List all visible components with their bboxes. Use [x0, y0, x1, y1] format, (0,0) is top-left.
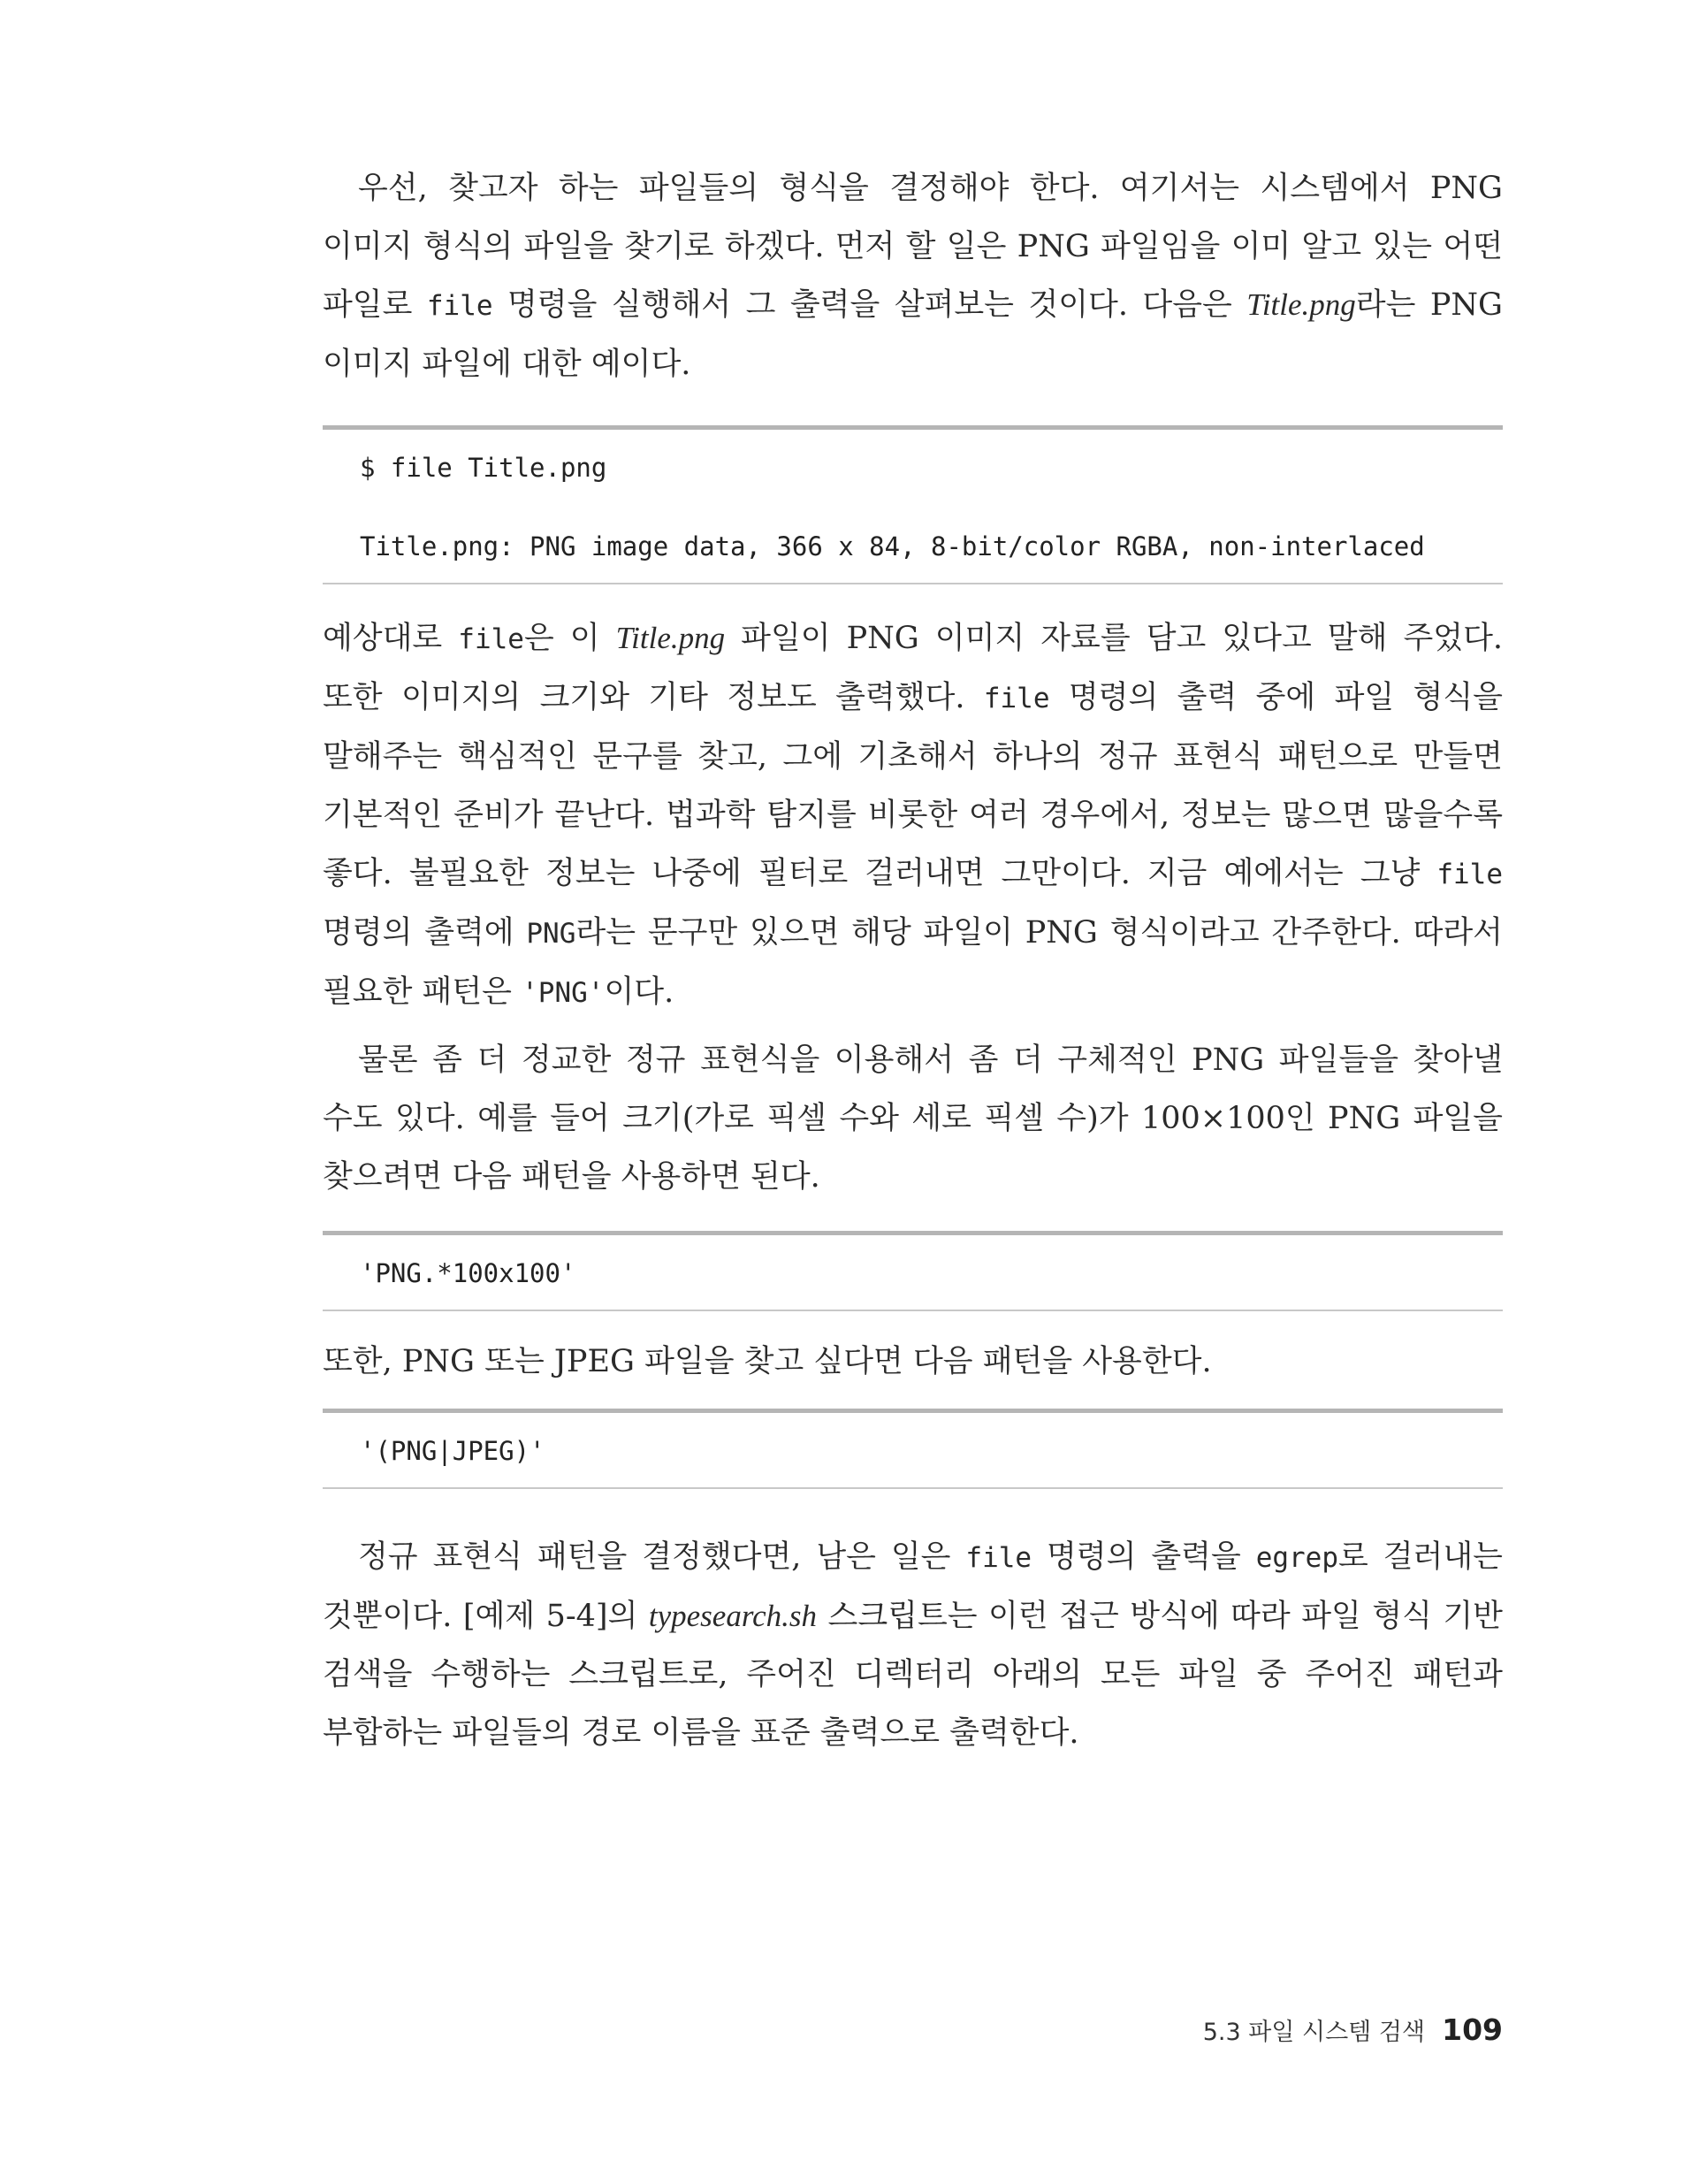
italic-filename: Title.png — [1246, 287, 1356, 322]
paragraph-jpeg-pattern: 또한, PNG 또는 JPEG 파일을 찾고 싶다면 다음 패턴을 사용한다. — [323, 1344, 1212, 1379]
page-footer — [1203, 2012, 1503, 2047]
footer-section-title: 5.3 파일 시스템 검색 — [1202, 2019, 1426, 2046]
paragraph-intro: 우선, 찾고자 하는 파일들의 형식을 결정해야 한다. 여기서는 시스템에서 PNG 이미지 형식의 파일을 찾기로 하겠다. 먼저 할 일은 PNG 파일임을 이미 알고 있는 어떤 파일로 file 명령을 실행해서 그 출력을 살펴보는 것이다. 다음은 Title.png라는 PNG 이미지 파일에 대한 예이다. — [323, 171, 1503, 382]
inline-code-egrep: egrep — [1255, 1542, 1339, 1574]
inline-code-png: PNG — [526, 918, 576, 950]
code-line: '(PNG|JPEG)' — [360, 1436, 545, 1466]
inline-code-file: file — [983, 683, 1050, 714]
inline-code-file: file — [458, 623, 524, 655]
paragraph-egrep-filter: 정규 표현식 패턴을 결정했다면, 남은 일은 file 명령의 출력을 egrep로 걸러내는 것뿐이다. [예제 5-4]의 typesearch.sh 스크립트는 이런 접근 방식에 따라 파일 형식 기반 검색을 수행하는 스크립트로, 주어진 디렉터리 아래의 모든 파일 중 주어진 패턴과 부합하는 파일들의 경로 이름을 표준 출력으로 출력한다. — [323, 1539, 1503, 1751]
page-number: 109 — [1442, 2012, 1503, 2047]
inline-code-file: file — [965, 1542, 1032, 1574]
code-block-alternation-pattern — [323, 1409, 1503, 1489]
code-line: 'PNG.*100x100' — [360, 1258, 576, 1288]
italic-script-name: typesearch.sh — [648, 1599, 818, 1633]
code-block-size-pattern — [323, 1231, 1503, 1311]
inline-code-png-pattern: 'PNG' — [522, 977, 605, 1009]
page-body — [323, 159, 1503, 1762]
italic-filename: Title.png — [615, 621, 726, 655]
inline-code-file: file — [426, 290, 493, 322]
code-line: Title.png: PNG image data, 366 x 84, 8-bit/color RGBA, non-interlaced — [360, 531, 1425, 561]
code-line: $ file Title.png — [360, 453, 607, 483]
inline-code-file: file — [1436, 859, 1503, 890]
paragraph-specific-pattern: 물론 좀 더 정교한 정규 표현식을 이용해서 좀 더 구체적인 PNG 파일들을 찾아낼 수도 있다. 예를 들어 크기(가로 픽셀 수와 세로 픽셀 수)가 100×100인 PNG 파일을 찾으려면 다음 패턴을 사용하면 된다. — [323, 1042, 1503, 1195]
code-block-file-command — [323, 425, 1503, 584]
paragraph-file-output: 예상대로 file은 이 Title.png 파일이 PNG 이미지 자료를 담고 있다고 말해 주었다. 또한 이미지의 크기와 기타 정보도 출력했다. file 명령의 출력 중에 파일 형식을 말해주는 핵심적인 문구를 찾고, 그에 기초해서 하나의 정규 표현식 패턴으로 만들면 기본적인 준비가 끝난다. 법과학 탐지를 비롯한 여러 경우에서, 정보는 많으면 많을수록 좋다. 불필요한 정보는 나중에 필터로 걸러내면 그만이다. 지금 예에서는 그냥 file 명령의 출력에 PNG라는 문구만 있으면 해당 파일이 PNG 형식이라고 간주한다. 따라서 필요한 패턴은 'PNG'이다. — [323, 621, 1504, 1010]
